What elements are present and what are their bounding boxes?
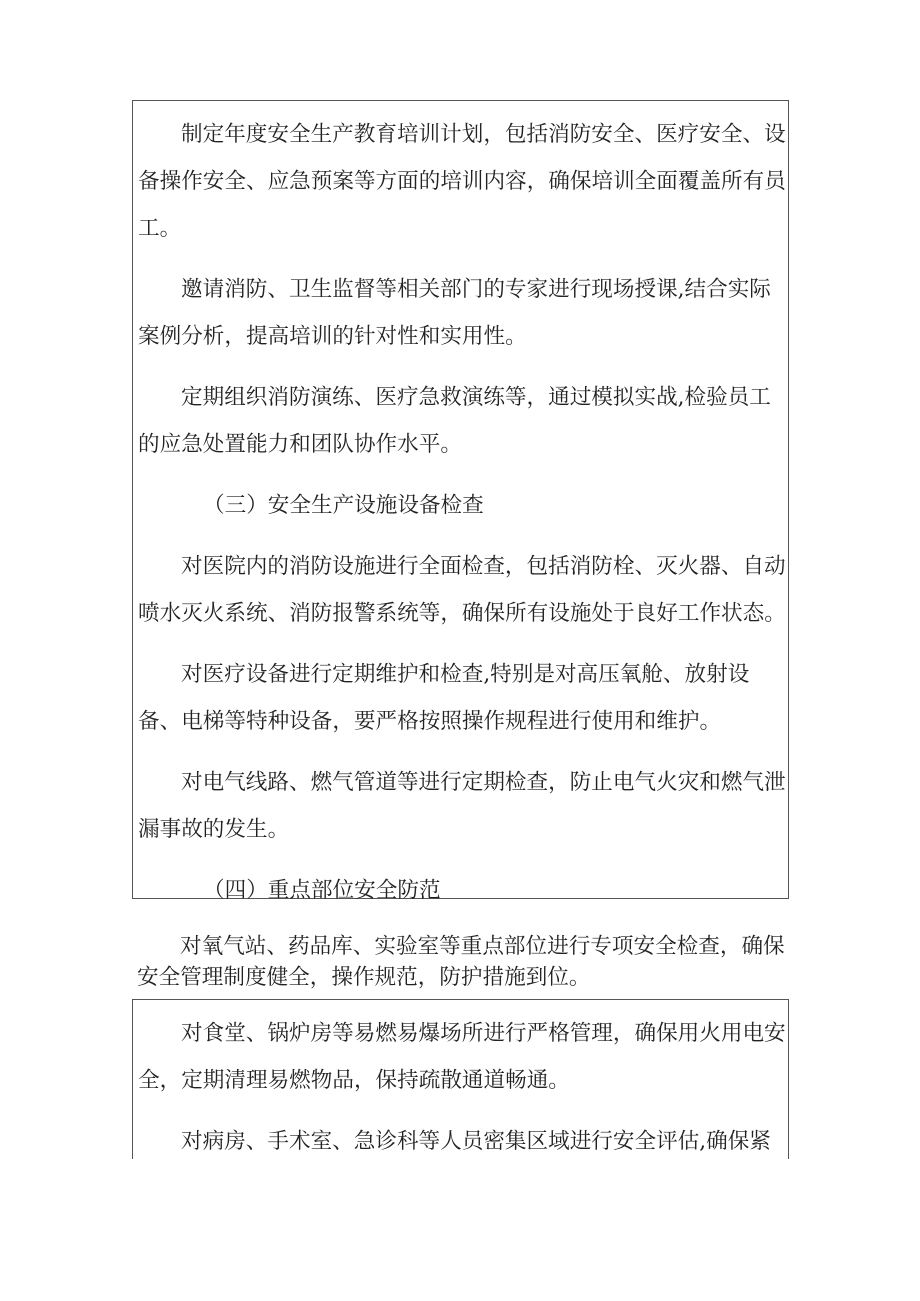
paragraph-expert-lectures: 邀请消防、卫生监督等相关部门的专家进行现场授课,结合实际案例分析，提高培训的针对性和实用性。 xyxy=(138,277,771,349)
text-frame-2 xyxy=(132,999,789,1159)
paragraph-crowded-areas: 对病房、手术室、急诊科等人员密集区域进行安全评估,确保紧 xyxy=(181,1129,771,1154)
section-heading-3: （三）安全生产设施设备检查 xyxy=(203,493,484,518)
section-heading-4: （四）重点部位安全防范 xyxy=(203,878,441,903)
paragraph-key-areas: 对氧气站、药品库、实验室等重点部位进行专项安全检查，确保安全管理制度健全，操作规范，防护措施到位。 xyxy=(137,934,785,990)
paragraph-canteen-boiler: 对食堂、锅炉房等易燃易爆场所进行严格管理，确保用火用电安全，定期清理易燃物品，保持疏散通道畅通。 xyxy=(138,1021,786,1093)
paragraph-medical-equipment: 对医疗设备进行定期维护和检查,特别是对高压氧舱、放射设备、电梯等特种设备，要严格按照操作规程进行使用和维护。 xyxy=(138,662,750,734)
paragraph-fire-facilities: 对医院内的消防设施进行全面检查，包括消防栓、灭火器、自动喷水灭火系统、消防报警系统等，确保所有设施处于良好工作状态。 xyxy=(138,554,786,626)
text-frame-1 xyxy=(132,100,789,903)
paragraph-electrical-gas: 对电气线路、燃气管道等进行定期检查，防止电气火灾和燃气泄漏事故的发生。 xyxy=(138,770,786,842)
paragraph-drills: 定期组织消防演练、医疗急救演练等，通过模拟实战,检验员工的应急处置能力和团队协作水平。 xyxy=(138,385,771,457)
free-text-block xyxy=(137,931,787,993)
paragraph-training-plan: 制定年度安全生产教育培训计划，包括消防安全、医疗安全、设备操作安全、应急预案等方面的培训内容，确保培训全面覆盖所有员工。 xyxy=(138,122,786,241)
